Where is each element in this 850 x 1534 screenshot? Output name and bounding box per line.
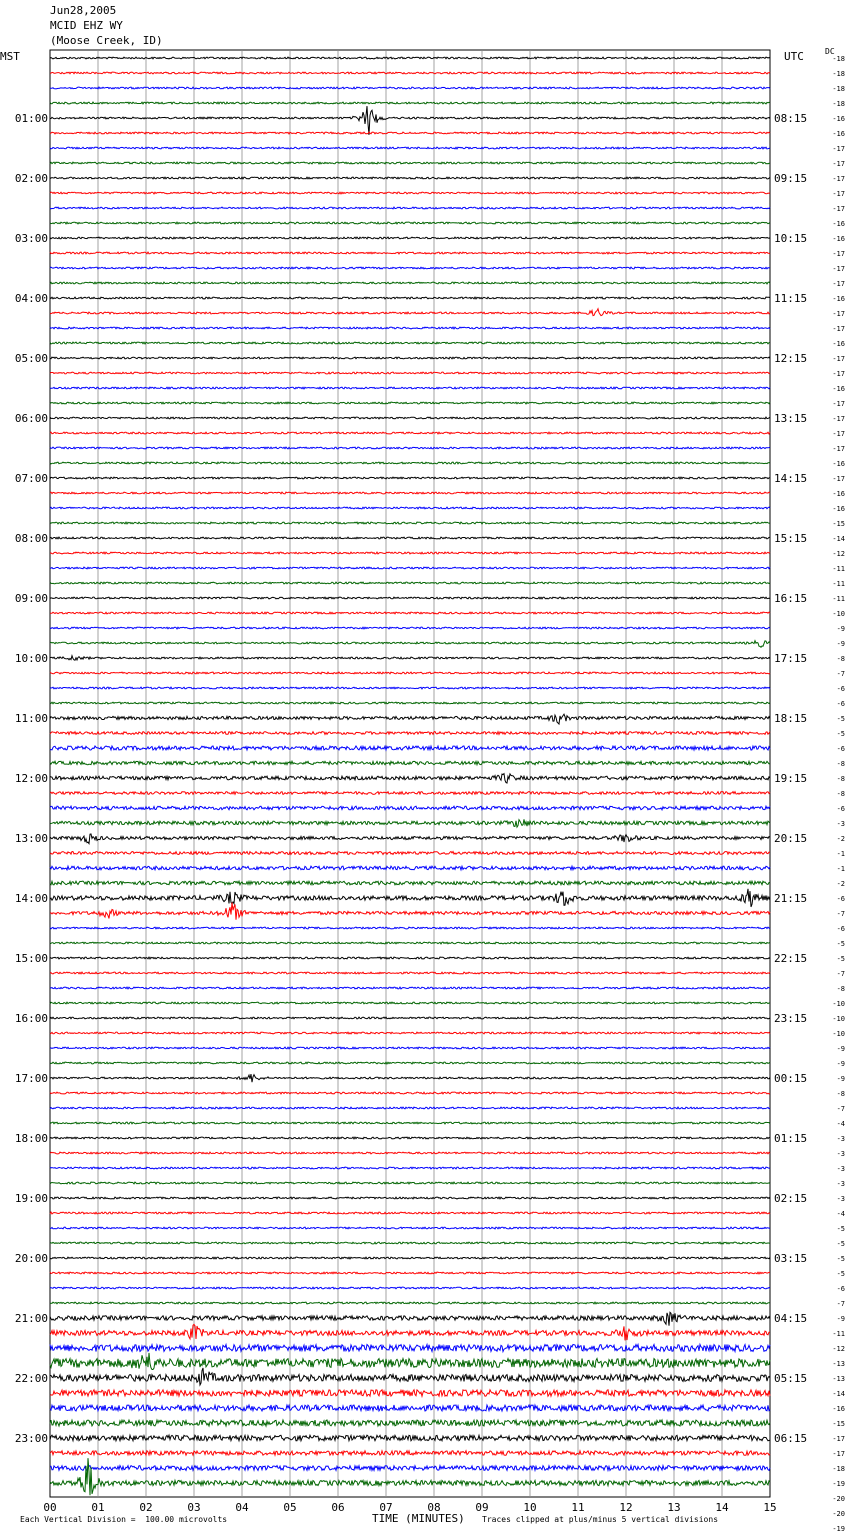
x-tick-label: 15 [763,1501,777,1514]
mst-hour-label: 13:00 [14,832,48,845]
trace-line [50,881,770,885]
header-station: MCID EHZ WY [50,19,123,32]
utc-hour-label: 03:15 [774,1252,808,1265]
trace-line [50,1405,770,1411]
trace-line [50,1345,770,1352]
trace-line [50,597,770,599]
mst-hour-label: 20:00 [14,1252,48,1265]
trace-line [50,1152,770,1154]
dc-offset-label: -20 [832,1495,845,1503]
dc-offset-label: -5 [836,1270,845,1278]
trace-line [50,1137,770,1139]
dc-offset-label: -16 [832,385,845,393]
dc-offset-label: -9 [836,625,845,633]
trace-line [50,477,770,479]
dc-offset-label: -7 [836,1105,845,1113]
dc-offset-label: -17 [832,310,845,318]
dc-offset-label: -17 [832,370,845,378]
mst-hour-label: 17:00 [14,1072,48,1085]
mst-hour-label: 19:00 [14,1192,48,1205]
trace-line [50,57,770,59]
trace-line [50,357,770,359]
trace-line [50,774,770,783]
dc-offset-label: -4 [836,1210,845,1218]
utc-hour-label: 11:15 [774,292,808,305]
trace-line [50,106,770,135]
dc-offset-label: -17 [832,265,845,273]
trace-line [50,1257,770,1259]
dc-offset-label: -17 [832,430,845,438]
dc-offset-label: -12 [832,550,845,558]
dc-offset-label: -7 [836,670,845,678]
x-tick-label: 07 [379,1501,393,1514]
dc-offset-label: -11 [832,1330,845,1338]
dc-label: DC [825,47,835,56]
dc-offset-label: -10 [832,1030,845,1038]
utc-hour-label: 19:15 [774,772,808,785]
trace-line [50,1458,770,1495]
dc-offset-label: -17 [832,175,845,183]
trace-line [50,866,770,870]
header-date: Jun28,2005 [50,4,117,17]
trace-line [50,1353,770,1370]
mst-hour-label: 01:00 [14,112,48,125]
dc-offset-label: -5 [836,940,845,948]
trace-line [50,522,770,524]
dc-offset-label: -18 [832,55,845,63]
dc-offset-label: -8 [836,790,845,798]
dc-offset-label: -1 [836,850,845,858]
x-tick-label: 01 [91,1501,105,1514]
utc-hour-label: 01:15 [774,1132,808,1145]
trace-line [50,132,770,134]
dc-offset-label: -6 [836,805,845,813]
trace-line [50,207,770,209]
trace-line [50,147,770,149]
dc-offset-label: -15 [832,1420,845,1428]
mst-hour-label: 02:00 [14,172,48,185]
trace-line [50,987,770,989]
trace-line [50,309,770,316]
mst-hour-label: 06:00 [14,412,48,425]
dc-offset-label: -12 [832,1345,845,1353]
utc-hour-label: 00:15 [774,1072,808,1085]
trace-line [50,627,770,629]
trace-line [50,732,770,735]
utc-hour-label: 09:15 [774,172,808,185]
utc-label: UTC [784,50,804,63]
dc-offset-label: -5 [836,730,845,738]
dc-offset-label: -17 [832,1435,845,1443]
trace-line [50,819,770,827]
dc-offset-label: -17 [832,400,845,408]
dc-offset-label: -3 [836,1135,845,1143]
header-location: (Moose Creek, ID) [50,34,163,47]
dc-offset-label: -19 [832,1480,845,1488]
trace-line [50,1074,770,1082]
dc-offset-label: -19 [832,1525,845,1533]
dc-offset-label: -10 [832,1015,845,1023]
trace-line [50,492,770,494]
utc-hour-label: 02:15 [774,1192,808,1205]
trace-line [50,972,770,974]
x-tick-label: 10 [523,1501,537,1514]
dc-offset-label: -17 [832,160,845,168]
dc-offset-label: -18 [832,70,845,78]
utc-hour-label: 08:15 [774,112,808,125]
dc-offset-label: -14 [832,1390,845,1398]
trace-line [50,177,770,179]
trace-line [50,834,770,844]
x-tick-label: 12 [619,1501,633,1514]
trace-line [50,297,770,299]
trace-line [50,672,770,674]
dc-offset-label: -18 [832,100,845,108]
trace-line [50,792,770,795]
dc-offset-label: -10 [832,610,845,618]
mst-hour-label: 12:00 [14,772,48,785]
trace-line [50,282,770,284]
x-tick-label: 14 [715,1501,729,1514]
trace-line [50,567,770,569]
mst-label: MST [0,50,20,63]
trace-line [50,1092,770,1094]
dc-offset-label: -4 [836,1120,845,1128]
mst-hour-label: 16:00 [14,1012,48,1025]
utc-hour-label: 13:15 [774,412,808,425]
trace-line [50,1062,770,1064]
dc-offset-label: -2 [836,835,845,843]
trace-line [50,1420,770,1426]
utc-hour-label: 04:15 [774,1312,808,1325]
trace-line [50,462,770,464]
utc-hour-label: 15:15 [774,532,808,545]
dc-offset-label: -17 [832,280,845,288]
trace-line [50,417,770,419]
mst-hour-label: 10:00 [14,652,48,665]
dc-offset-label: -7 [836,970,845,978]
clip-note: Traces clipped at plus/minus 5 vertical divisions [482,1515,719,1524]
dc-offset-label: -5 [836,955,845,963]
dc-offset-label: -17 [832,325,845,333]
x-tick-label: 06 [331,1501,345,1514]
trace-line [50,552,770,554]
trace-line [50,1017,770,1019]
dc-offset-label: -3 [836,1180,845,1188]
trace-line [50,1197,770,1199]
dc-offset-label: -5 [836,715,845,723]
trace-line [50,252,770,254]
trace-line [50,1212,770,1214]
trace-line [50,267,770,269]
trace-line [50,1312,770,1325]
dc-offset-label: -6 [836,895,845,903]
dc-offset-label: -17 [832,205,845,213]
trace-line [50,1032,770,1034]
utc-hour-label: 14:15 [774,472,808,485]
trace-line [50,102,770,104]
utc-hour-label: 12:15 [774,352,808,365]
utc-hour-label: 21:15 [774,892,808,905]
x-tick-label: 13 [667,1501,681,1514]
trace-line [50,1167,770,1169]
trace-line [50,237,770,239]
dc-offset-label: -6 [836,1285,845,1293]
dc-offset-label: -16 [832,460,845,468]
x-tick-label: 04 [235,1501,249,1514]
trace-line [50,432,770,434]
trace-line [50,746,770,750]
dc-offset-label: -6 [836,700,845,708]
mst-hour-label: 03:00 [14,232,48,245]
utc-hour-label: 16:15 [774,592,808,605]
dc-offset-label: -13 [832,1360,845,1368]
dc-offset-label: -7 [836,910,845,918]
dc-offset-label: -6 [836,925,845,933]
scale-note: Each Vertical Division = 100.00 microvolts [20,1515,228,1524]
trace-line [50,387,770,389]
trace-line [50,903,770,920]
plot-frame [50,50,770,1497]
dc-offset-label: -3 [836,1150,845,1158]
trace-line [50,1047,770,1049]
x-tick-label: 05 [283,1501,297,1514]
dc-offset-label: -16 [832,295,845,303]
dc-offset-label: -16 [832,490,845,498]
trace-line [50,222,770,224]
trace-line [50,852,770,855]
dc-offset-label: -16 [832,1405,845,1413]
dc-offset-label: -8 [836,1090,845,1098]
trace-line [50,372,770,374]
dc-offset-label: -5 [836,1255,845,1263]
dc-offset-label: -9 [836,640,845,648]
trace-line [50,1107,770,1109]
trace-line [50,1435,770,1441]
trace-line [50,327,770,329]
dc-offset-label: -6 [836,685,845,693]
trace-line [50,582,770,584]
dc-offset-label: -17 [832,415,845,423]
dc-offset-label: -17 [832,475,845,483]
trace-line [50,1002,770,1004]
x-tick-label: 08 [427,1501,441,1514]
trace-line [50,641,770,648]
trace-line [50,1466,770,1471]
x-tick-label: 00 [43,1501,57,1514]
dc-offset-label: -5 [836,1225,845,1233]
x-tick-label: 02 [139,1501,153,1514]
dc-offset-label: -11 [832,580,845,588]
dc-offset-label: -14 [832,535,845,543]
mst-hour-label: 18:00 [14,1132,48,1145]
trace-line [50,1390,770,1396]
dc-offset-label: -13 [832,1375,845,1383]
dc-offset-label: -16 [832,235,845,243]
dc-offset-label: -17 [832,355,845,363]
utc-hour-label: 17:15 [774,652,808,665]
mst-hour-label: 22:00 [14,1372,48,1385]
dc-offset-label: -1 [836,865,845,873]
trace-line [50,1368,770,1385]
dc-offset-label: -5 [836,1240,845,1248]
dc-offset-label: -17 [832,145,845,153]
utc-hour-label: 05:15 [774,1372,808,1385]
dc-offset-label: -17 [832,190,845,198]
dc-offset-label: -17 [832,445,845,453]
dc-offset-label: -11 [832,565,845,573]
trace-line [50,806,770,810]
dc-offset-label: -3 [836,1195,845,1203]
trace-line [50,927,770,929]
trace-line [50,761,770,764]
mst-hour-label: 05:00 [14,352,48,365]
dc-offset-label: -2 [836,880,845,888]
dc-offset-label: -3 [836,820,845,828]
trace-line [50,612,770,614]
mst-hour-label: 04:00 [14,292,48,305]
mst-hour-label: 23:00 [14,1432,48,1445]
trace-line [50,656,770,661]
mst-hour-label: 09:00 [14,592,48,605]
trace-line [50,1182,770,1184]
trace-line [50,447,770,449]
utc-hour-label: 20:15 [774,832,808,845]
trace-line [50,687,770,689]
dc-offset-label: -15 [832,520,845,528]
dc-offset-label: -8 [836,775,845,783]
utc-hour-label: 06:15 [774,1432,808,1445]
dc-offset-label: -3 [836,1165,845,1173]
mst-hour-label: 21:00 [14,1312,48,1325]
trace-line [50,87,770,89]
dc-offset-label: -16 [832,340,845,348]
dc-offset-label: -7 [836,1300,845,1308]
x-axis-label: TIME (MINUTES) [372,1512,465,1525]
dc-offset-label: -8 [836,655,845,663]
trace-line [50,1272,770,1274]
x-tick-label: 03 [187,1501,201,1514]
utc-hour-label: 18:15 [774,712,808,725]
trace-line [50,402,770,404]
trace-line [50,72,770,74]
dc-offset-label: -10 [832,1000,845,1008]
mst-hour-label: 11:00 [14,712,48,725]
dc-offset-label: -18 [832,1465,845,1473]
dc-offset-label: -18 [832,85,845,93]
dc-offset-label: -16 [832,220,845,228]
dc-offset-label: -20 [832,1510,845,1518]
trace-line [50,889,770,907]
mst-hour-label: 07:00 [14,472,48,485]
dc-offset-label: -8 [836,985,845,993]
trace-line [50,957,770,959]
dc-offset-label: -9 [836,1060,845,1068]
dc-offset-label: -8 [836,760,845,768]
trace-line [50,507,770,509]
dc-offset-label: -9 [836,1045,845,1053]
trace-line [50,1324,770,1340]
trace-line [50,702,770,704]
dc-offset-label: -6 [836,745,845,753]
dc-offset-label: -17 [832,1450,845,1458]
trace-line [50,942,770,944]
dc-offset-label: -9 [836,1075,845,1083]
dc-offset-label: -17 [832,250,845,258]
trace-line [50,1122,770,1124]
dc-offset-label: -11 [832,595,845,603]
trace-line [50,1287,770,1289]
trace-line [50,714,770,724]
utc-hour-label: 23:15 [774,1012,808,1025]
dc-offset-label: -9 [836,1315,845,1323]
dc-offset-label: -16 [832,505,845,513]
mst-hour-label: 08:00 [14,532,48,545]
mst-hour-label: 15:00 [14,952,48,965]
trace-line [50,162,770,164]
utc-hour-label: 10:15 [774,232,808,245]
x-tick-label: 09 [475,1501,489,1514]
trace-line [50,342,770,344]
trace-line [50,192,770,194]
dc-offset-label: -16 [832,115,845,123]
x-tick-label: 11 [571,1501,585,1514]
trace-line [50,1302,770,1304]
mst-hour-label: 14:00 [14,892,48,905]
trace-line [50,1451,770,1455]
dc-offset-label: -16 [832,130,845,138]
utc-hour-label: 22:15 [774,952,808,965]
trace-line [50,1242,770,1244]
trace-line [50,1227,770,1229]
trace-line [50,537,770,539]
